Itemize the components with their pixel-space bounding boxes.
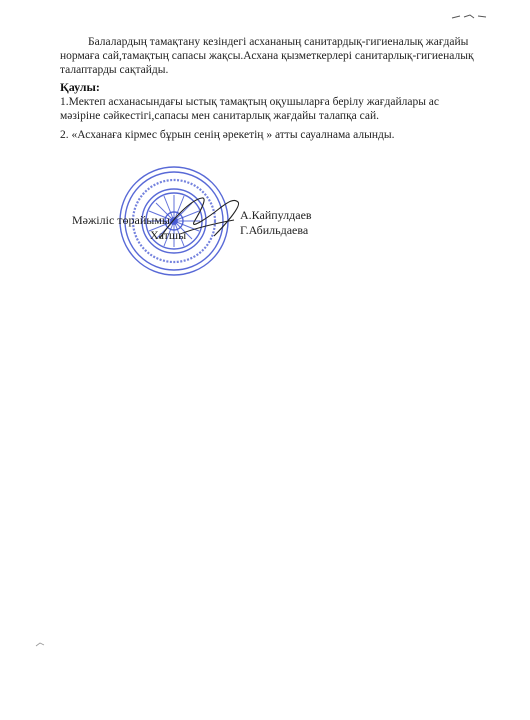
secretary-title: Хатшы [150, 228, 187, 242]
resolution-item-2: 2. «Асханаға кірмес бұрын сенің әрекетің » атты сауалнама алынды. [60, 129, 395, 141]
resolution-item-1: 1.Мектеп асханасындағы ыстық тамақтың оқушыларға берілу жағдайлары ас мәзіріне сәйкестігі,сапасы мен санитарлық жағдайы талапқа сай. [60, 96, 440, 122]
signature-titles [72, 213, 186, 243]
paragraph-text: Балалардың тамақтану кезіндегі асхананың санитардық-гигиеналық жағдайы нормаға сай,тамақтың сапасы жақсы.Асхана қызметкерлері санитарлық-гигиеналық талаптарды сақтайды. [60, 36, 474, 76]
chair-title: Мәжіліс төрайымы [72, 213, 170, 227]
signature-names [240, 208, 312, 238]
resolution-heading: Қаулы: [60, 80, 100, 94]
secretary-name: Г.Абильдаева [240, 223, 309, 237]
chair-name: А.Кайпулдаев [240, 208, 312, 222]
scan-speck-icon [35, 640, 45, 648]
body-paragraph [60, 35, 480, 77]
corner-mark-icon [450, 10, 490, 22]
